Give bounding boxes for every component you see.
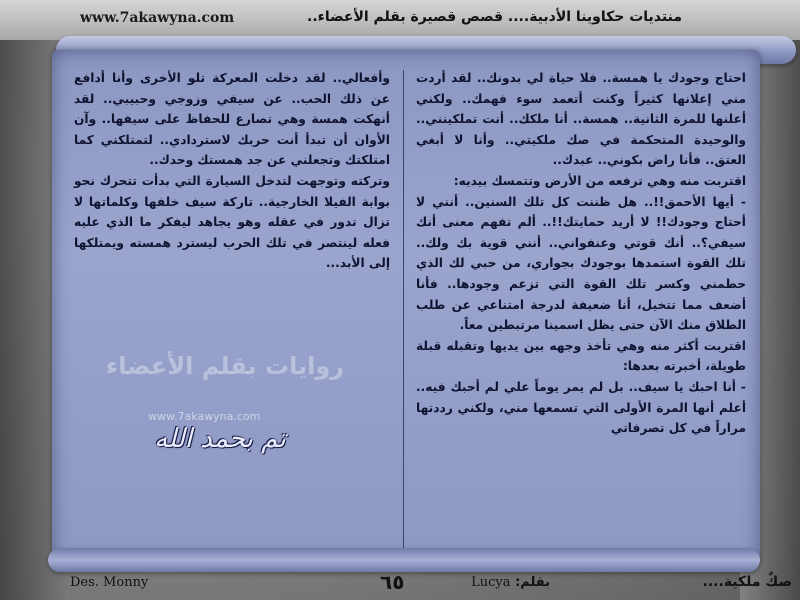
text-column-right: [416, 68, 746, 439]
header-url[interactable]: www.7akawyna.com: [80, 10, 235, 26]
header-title: منتديات حكاوينا الأدبية.... قصص قصيرة بقلم الأعضاء..: [307, 9, 682, 25]
author-name: Lucya: [471, 575, 511, 590]
watermark-url: www.7akawyna.com: [148, 410, 261, 423]
paragraph-left: وأفعالي.. لقد دخلت المعركة تلو الأخرى وأنا أدافع عن ذلك الحب.. عن سيفي وزوجي وحبيبي.. لقد أنهكت همسة وهي تصارع للحفاظ على سيفها.. وآن الأوان أن تبدأ أنت حربك لاستردادي.. لتمتلكني كما امتلكتك وتجعلني عن جد همستك وحدك.. وتركته وتوجهت لتدخل السيارة التي بدأت تتحرك نحو بوابة الفيلا الخارجية.. تاركة سيف خلفها وكلماتها لا تزال تدور في عقله وهو يجاهد ليفكر ما الذي عليه فعله لينتصر في تلك الحرب ليسترد همسته ويمتلكها إلى الأبد...: [74, 71, 390, 271]
watermark-logo: روايات بقلم الأعضاء: [105, 352, 345, 380]
story-title: صكٌ ملكية....: [702, 574, 792, 590]
closing-calligraphy: تم بحمد الله: [154, 424, 286, 454]
paragraph-right: احتاج وجودك يا همسة.. فلا حياة لي بدونك.. لقد أردت مني إعلانها كثيراً وكنت أتعمد سوء فهمك.. ولكني أعلنها للمرة الثانية.. همسة.. أنا ملكك.. أنت تملكينني.. والوحيدة المتحكمة في صك ملكيتي.. وأنا لا أبغي العتق.. فأنا راض بكوني.. عبدك.. اقتربت منه وهي ترفعه من الأرض وتتمسك بيديه: - أيها الأحمق!!.. هل ظننت كل تلك السنين.. أنني لا أحتاج وجودك!! لا أريد حمايتك!!.. ألم تفهم معنى أنك سيفي؟.. أنك قوتي وعنفواني.. أنني قوية بك ولك.. تلك القوة استمدها بوجودك بجواري، من حبي لك الذي حطمني وكسر تلك القوة التي تزعم وجودها.. فأنا أضعف مما تتخيل، أنا ضعيفة لدرجة امتناعي عن طلب الطلاق منك الآن حتى يظل اسمينا مرتبطين معاً. اقتربت أكثر منه وهي تأخذ وجهه بين يديها وتقبله قبلة طويلة، أخبرته بعدها: - أنا احبك يا سيف.. بل لم يمر يوماً علي لم أحبك فيه.. أعلم أنها المرة الأولى التي تسمعها مني، ولكني رددتها مراراً في كل تصرفاتي: [416, 71, 746, 436]
column-divider: [403, 70, 404, 548]
text-column-left: [74, 68, 390, 274]
author-label: بقلم:: [515, 575, 550, 590]
page-number: ٦٥: [380, 570, 405, 594]
scroll-bottom-roll: [48, 548, 760, 572]
footer-author: [465, 575, 550, 590]
header-banner: [0, 0, 800, 40]
footer-designer: Des. Monny: [70, 575, 149, 590]
